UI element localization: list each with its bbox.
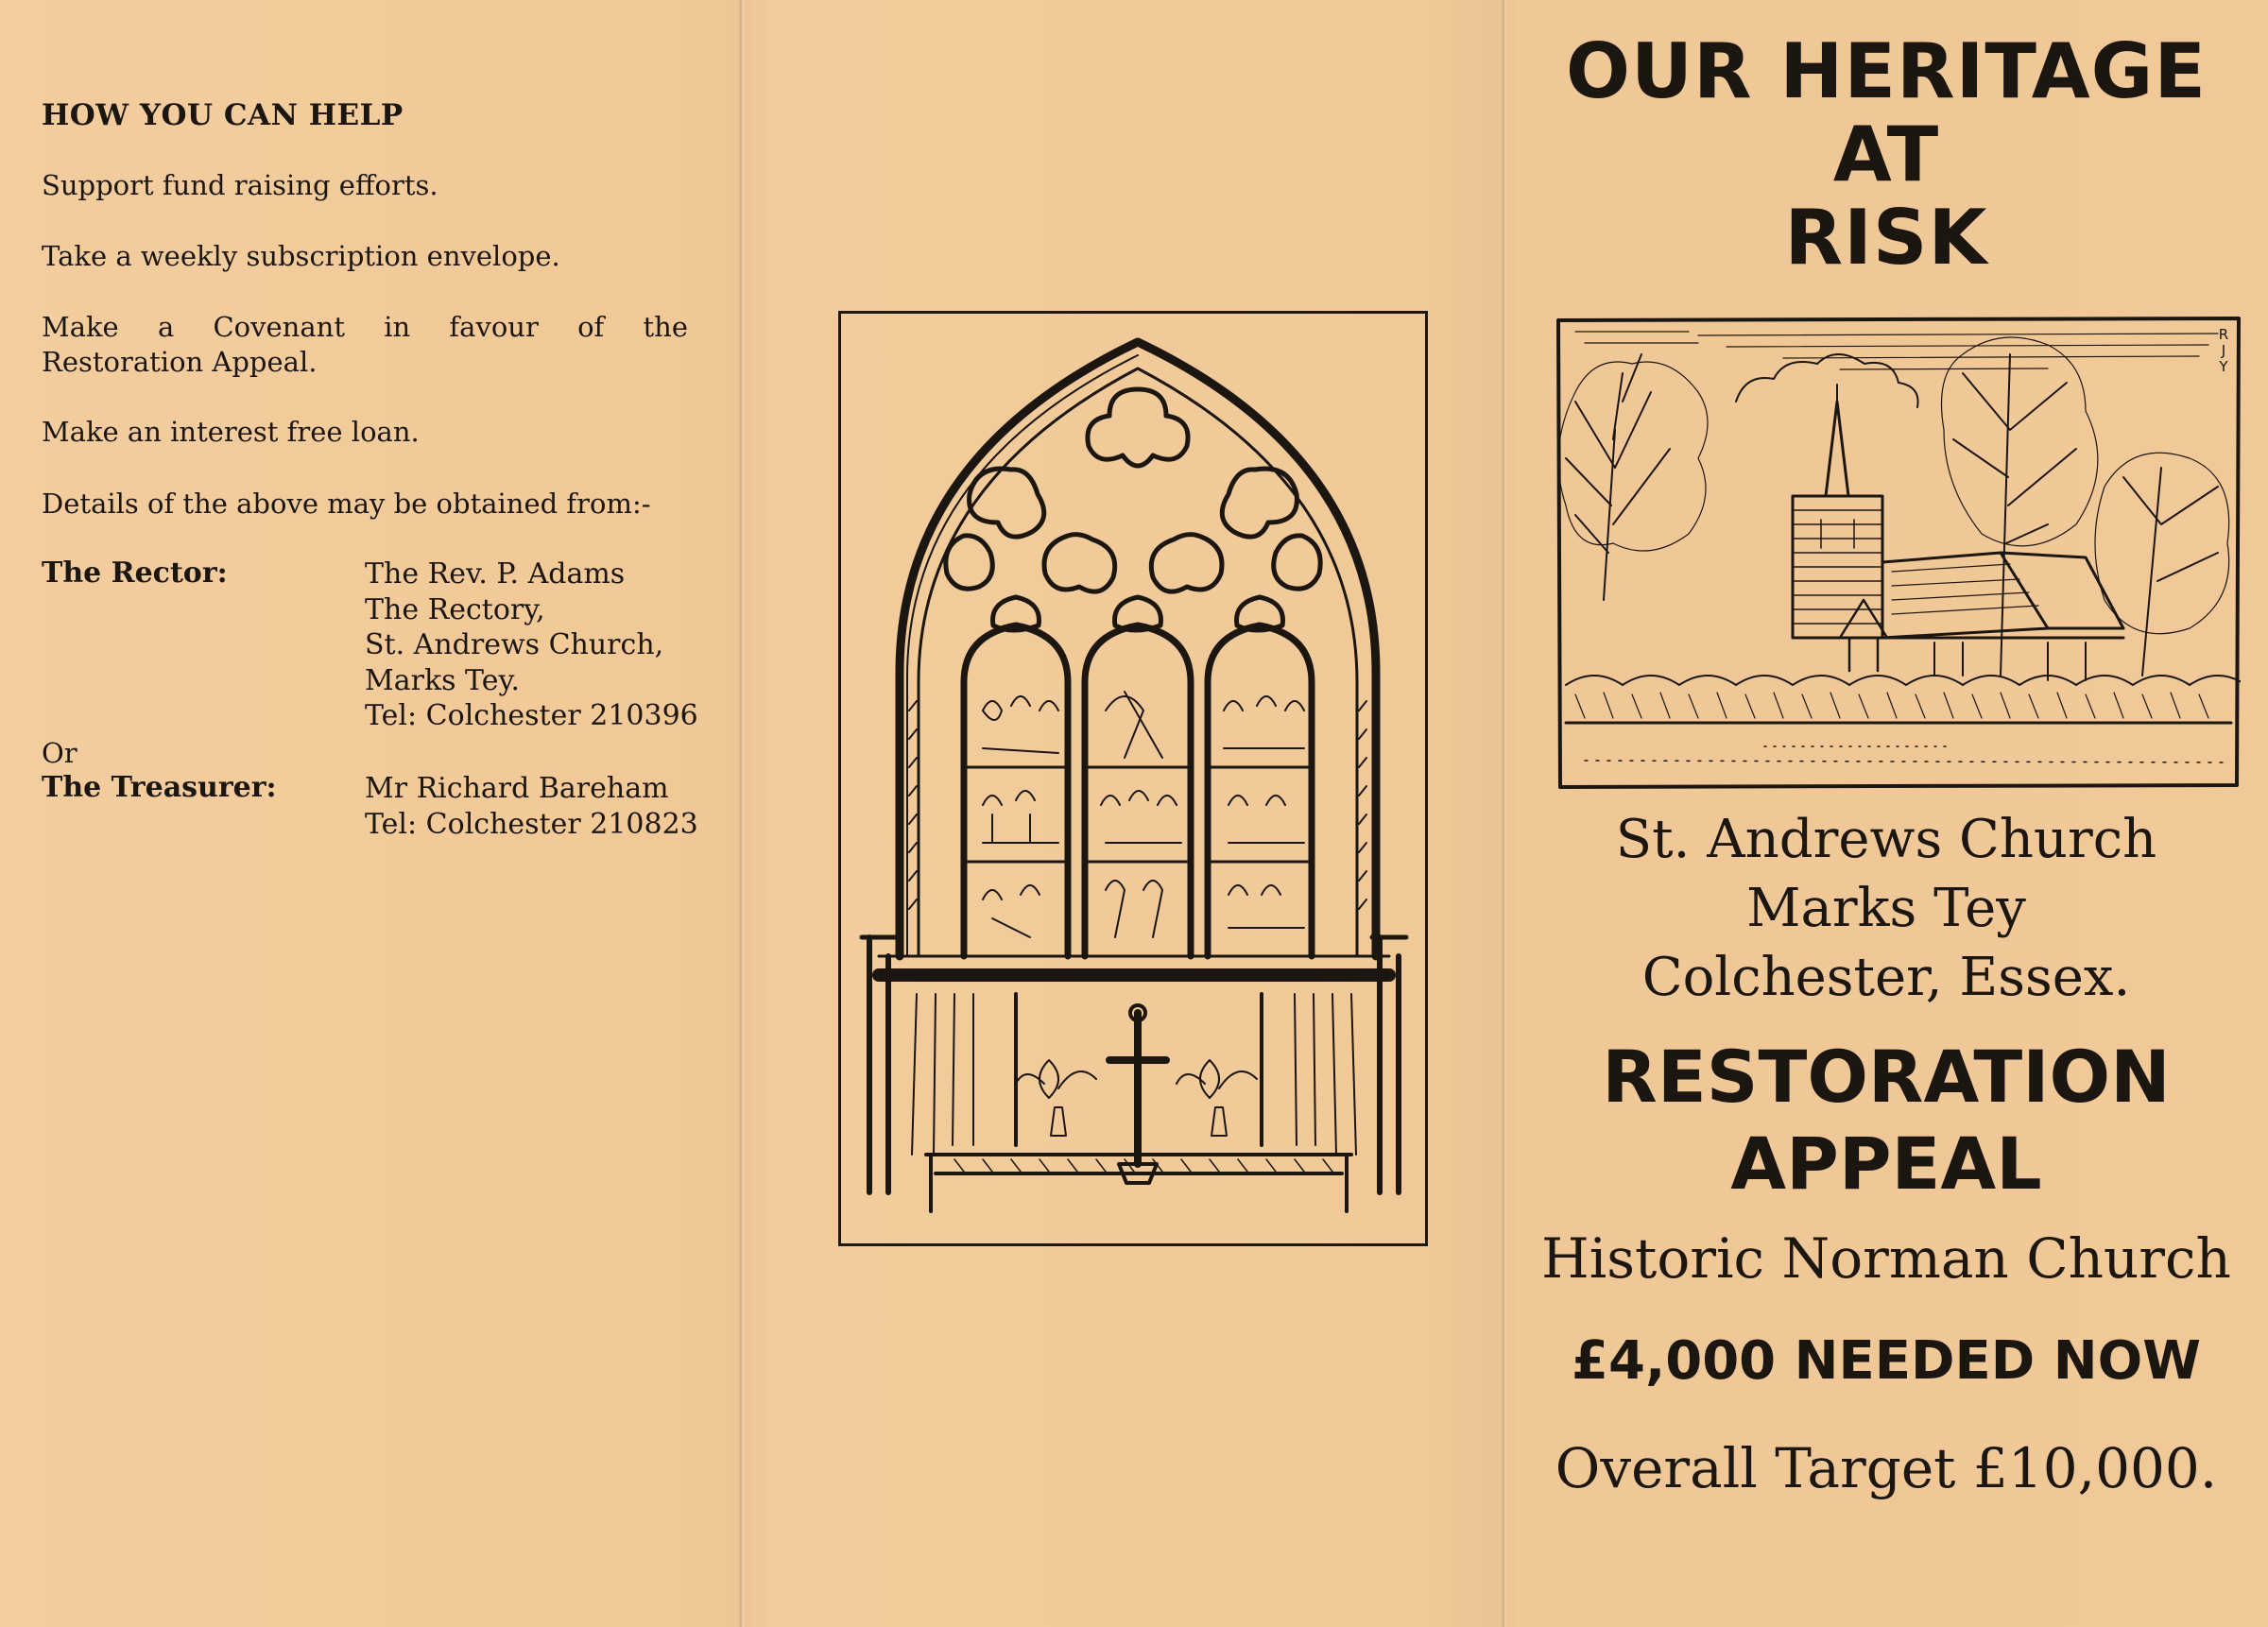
amount-needed: £4,000 NEEDED NOW xyxy=(1572,1330,2201,1392)
rector-label: The Rector: xyxy=(42,557,228,590)
right-panel xyxy=(1504,0,2268,1627)
heading-line-3: RISK xyxy=(1784,194,1988,282)
church-window-illustration xyxy=(838,311,1428,1246)
or-text: Or xyxy=(42,737,77,769)
help-details-intro: Details of the above may be obtained from:- xyxy=(42,488,651,520)
address-line-village: Marks Tey xyxy=(1746,878,2026,939)
appeal-line-2: APPEAL xyxy=(1730,1122,2042,1206)
help-item-subscription: Take a weekly subscription envelope. xyxy=(42,240,560,272)
rector-address xyxy=(365,557,698,734)
sketch-initials: R J Y xyxy=(2218,326,2229,375)
rector-name: The Rev. P. Adams xyxy=(365,557,626,591)
rector-address-line: Marks Tey. xyxy=(365,663,520,697)
church-sketch-illustration xyxy=(1556,317,2241,789)
treasurer-label: The Treasurer: xyxy=(42,771,277,804)
treasurer-phone: Tel: Colchester 210823 xyxy=(365,807,698,841)
help-item-covenant-line2: Restoration Appeal. xyxy=(42,346,318,378)
rector-phone: Tel: Colchester 210396 xyxy=(365,699,698,732)
heading-line-1: OUR HERITAGE xyxy=(1566,27,2207,115)
appeal-line-1: RESTORATION xyxy=(1602,1035,2171,1119)
address-line-town: Colchester, Essex. xyxy=(1641,947,2131,1008)
help-item-covenant-line1: Make a Covenant in favour of the xyxy=(42,311,688,343)
help-title: HOW YOU CAN HELP xyxy=(42,98,404,132)
rector-address-line: St. Andrews Church, xyxy=(365,628,664,661)
address-line-church: St. Andrews Church xyxy=(1615,809,2157,870)
subtitle-historic-church: Historic Norman Church xyxy=(1541,1226,2231,1291)
help-item-fundraising: Support fund raising efforts. xyxy=(42,169,438,201)
treasurer-name: Mr Richard Bareham xyxy=(365,772,669,805)
left-panel xyxy=(0,0,742,1627)
rector-address-line: The Rectory, xyxy=(365,592,545,626)
treasurer-details xyxy=(365,771,698,842)
middle-panel xyxy=(742,0,1504,1627)
heading-line-2: AT xyxy=(1832,111,1940,198)
church-window-drawing xyxy=(841,314,1425,1243)
church-sketch-drawing xyxy=(1556,317,2241,789)
overall-target: Overall Target £10,000. xyxy=(1555,1436,2218,1500)
help-item-loan: Make an interest free loan. xyxy=(42,416,420,448)
